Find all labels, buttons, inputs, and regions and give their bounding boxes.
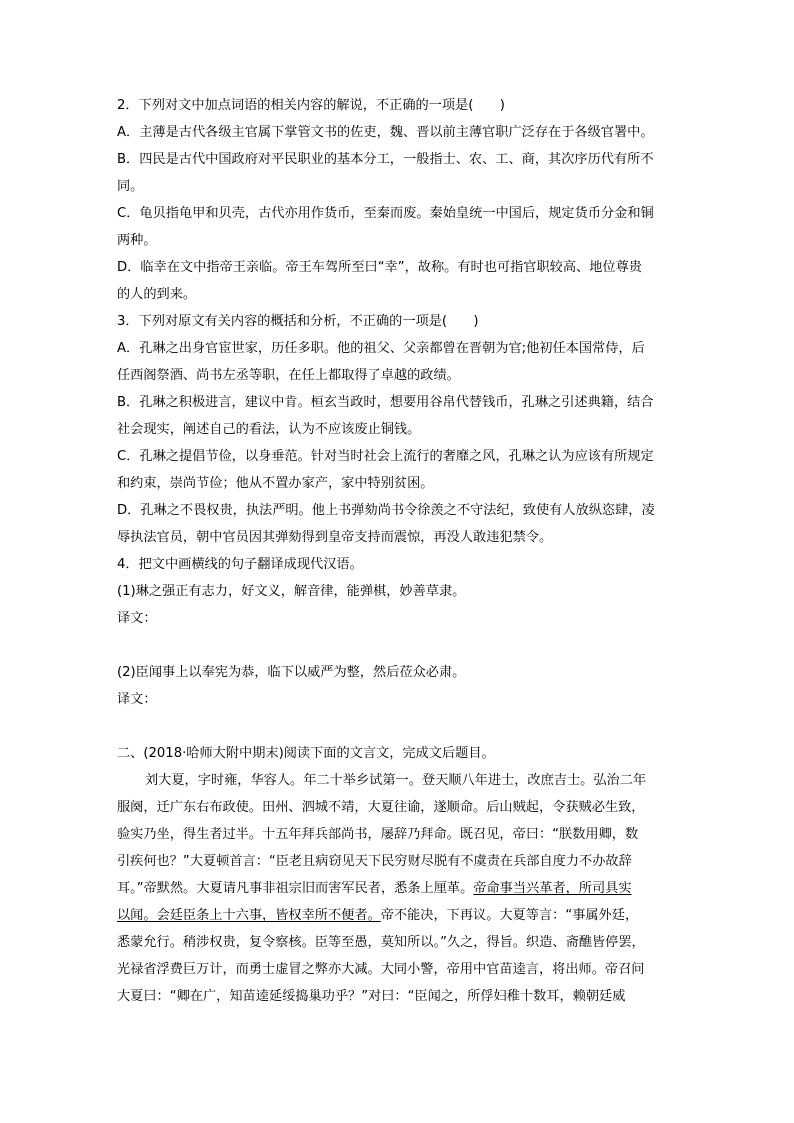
question-3-option-b: B．孔琳之积极进言，建议中肯。桓玄当政时，想要用谷帛代替钱币，孔琳之引述典籍，结合 — [117, 395, 654, 410]
passage-line-1: 刘大夏，字时雍，华容人。年二十举乡试第一。登天顺八年进士，改庶吉士。弘治二年 — [145, 773, 647, 788]
question-3-option-a-cont: 任西阁祭酒、尚书左丞等职，在任上都取得了卓越的政绩。 — [117, 368, 460, 383]
passage-line-8: 光禄省浮费巨万计，而勇士虚冒之弊亦大减。大同小警，帝用中官苗逵言，将出师。帝召问 — [117, 962, 645, 977]
question-3-option-c: C．孔琳之提倡节俭，以身垂范。针对当时社会上流行的奢靡之风，孔琳之认为应该有所规定 — [117, 449, 654, 464]
part-2-heading: 二、(2018·哈师大附中期末)阅读下面的文言文，完成文后题目。 — [117, 746, 495, 761]
question-2-option-b-cont: 同。 — [117, 179, 144, 194]
underlined-sentence-part-2: 以闻。会廷臣条上十六事，皆权幸所不便者。 — [117, 908, 381, 923]
question-4-stem: 4．把文中画横线的句子翻译成现代汉语。 — [117, 557, 363, 572]
question-3-option-c-cont: 和约束，崇尚节俭；他从不置办家产，家中特别贫困。 — [117, 476, 434, 491]
question-4-sentence-2: (2)臣闻事上以奉宪为恭，临下以威严为整，然后莅众必肃。 — [117, 665, 466, 680]
question-3-stem: 3．下列对原文有关内容的概括和分析，不正确的一项是( ) — [117, 314, 479, 329]
passage-line-5-text: 耳。”帝默然。大夏请凡事非祖宗旧而害军民者，悉条上厘革。 — [117, 881, 474, 896]
passage-line-9: 大夏曰：“卿在广，知苗逵延绥捣巢功乎？”对曰：“臣闻之，所俘妇稚十数耳，赖朝廷威 — [117, 989, 626, 1004]
passage-line-3: 验实乃坐，得生者过半。十五年拜兵部尚书，屡辞乃拜命。既召见，帝曰：“朕数用卿，数 — [117, 827, 639, 842]
question-4-sentence-1: (1)琳之强正有志力，好文义，解音律，能弹棋，妙善草隶。 — [117, 584, 466, 599]
question-2-option-c: C．龟贝指龟甲和贝壳，古代亦用作货币，至秦而废。秦始皇统一中国后，规定货币分金和铜 — [117, 206, 654, 221]
passage-line-5 — [117, 879, 683, 899]
question-3-option-d-cont: 辱执法官员，朝中官员因其弹劾得到皇帝支持而震惊，再没人敢违犯禁令。 — [117, 530, 553, 545]
question-3-option-d: D．孔琳之不畏权贵，执法严明。他上书弹劾尚书令徐羡之不守法纪，致使有人放纵恣肆，凌 — [117, 503, 655, 518]
passage-line-4: 引疾何也？”大夏顿首言：“臣老且病窃见天下民穷财尽脱有不虞责在兵部自度力不办故辞 — [117, 854, 632, 869]
passage-line-6 — [117, 906, 683, 926]
underlined-sentence-part-1: 帝命事当兴革者，所司具实 — [473, 881, 632, 896]
question-2-option-a: A．主薄是古代各级主官属下掌管文书的佐吏，魏、晋以前主薄官职广泛存在于各级官署中。 — [117, 125, 654, 140]
passage-line-7: 悉蒙允行。稍涉权贵，复令察核。臣等至愚，莫知所以。”久之，得旨。织造、斋醮皆停罢， — [117, 935, 645, 950]
question-2-option-d-cont: 的人的到来。 — [117, 287, 197, 302]
passage-line-6-text: 帝不能决，下再议。大夏等言：“事属外廷， — [380, 908, 639, 923]
question-2-option-c-cont: 两种。 — [117, 233, 157, 248]
question-3-option-a: A．孔琳之出身官宦世家，历任多职。他的祖父、父亲都曾在晋朝为官;他初任本国常侍，后 — [117, 341, 645, 356]
passage-line-2: 服阕，迁广东右布政使。田州、泗城不靖，大夏往谕，遂顺命。后山贼起，令获贼必生致， — [117, 800, 645, 815]
question-3-option-b-cont: 社会现实，阐述自己的看法，认为不应该废止铜钱。 — [117, 422, 421, 437]
question-2-option-d: D．临幸在文中指帝王亲临。帝王车驾所至曰“幸”，故称。有时也可指官职较高、地位尊贵 — [117, 260, 642, 275]
question-2-stem: 2．下列对文中加点词语的相关内容的解说，不正确的一项是( ) — [117, 98, 505, 113]
question-4-translation-1-label: 译文： — [117, 611, 157, 626]
question-4-translation-2-label: 译文： — [117, 692, 157, 707]
question-2-option-b: B．四民是古代中国政府对平民职业的基本分工，一般指士、农、工、商，其次序历代有所不 — [117, 152, 654, 167]
